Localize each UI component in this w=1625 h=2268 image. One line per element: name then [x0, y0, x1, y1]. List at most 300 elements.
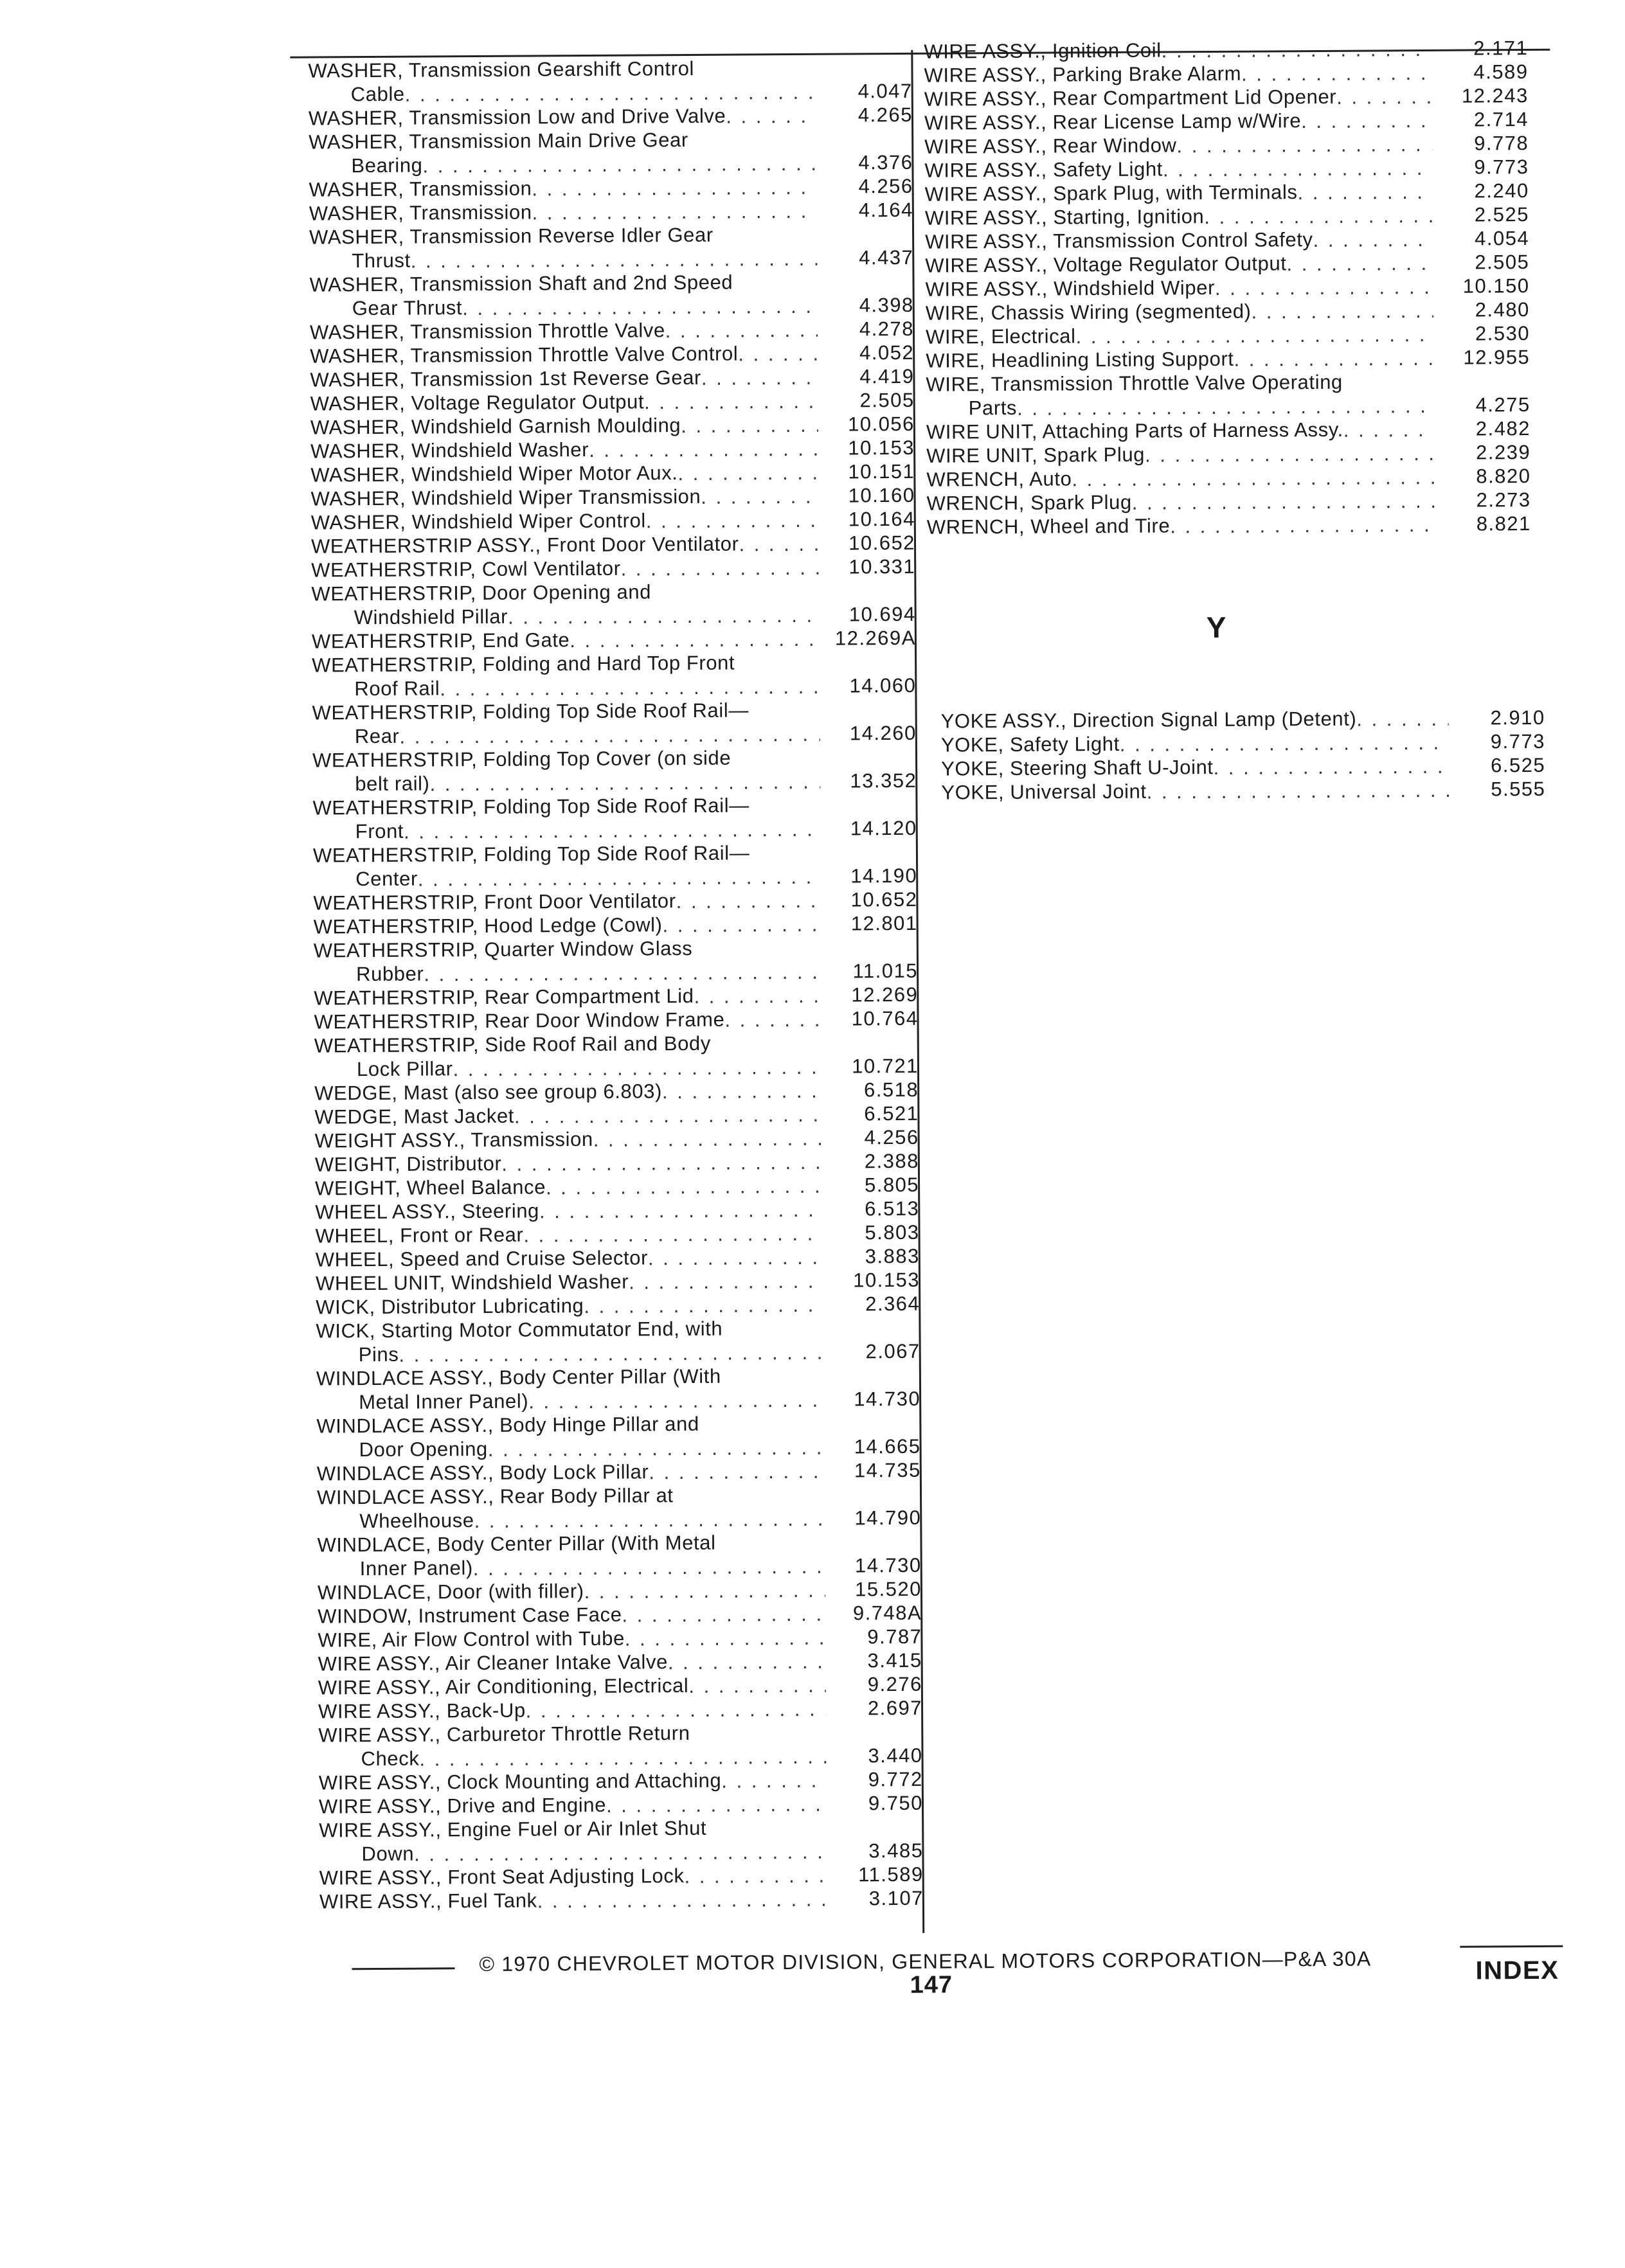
entry-text-line: WINDLACE ASSY., Body Center Pillar (With: [316, 1364, 721, 1390]
entry-description: [925, 203, 1433, 230]
entry-text-line: WASHER, Windshield Garnish Moulding . . .: [310, 414, 681, 439]
entry-description: [927, 488, 1435, 515]
entry-text-line: WEATHERSTRIP, Door Opening and: [311, 580, 652, 605]
entry-reference-number: 4.275: [1475, 393, 1531, 416]
entry-text-line: WEATHERSTRIP, Folding Top Side Roof Rail—: [312, 794, 750, 819]
index-entry: [313, 840, 917, 891]
index-entry: [315, 1125, 919, 1153]
entry-reference-number: 2.388: [864, 1149, 919, 1173]
index-entry: [314, 1078, 919, 1105]
entry-text-continuation: Thrust . . .: [352, 249, 411, 272]
entry-text-line: WIRE ASSY., Voltage Regulator Output . . .: [925, 252, 1286, 276]
entry-text-continuation: Roof Rail . . .: [354, 677, 440, 700]
entry-text-line: WEATHERSTRIP, End Gate . . .: [312, 629, 570, 652]
index-entry: [310, 317, 914, 344]
entry-reference-number: 5.555: [1491, 777, 1546, 801]
entry-description: [319, 1792, 827, 1819]
entry-text-line: YOKE, Steering Shaft U-Joint . . .: [941, 756, 1214, 780]
index-entry: [317, 1482, 921, 1533]
entry-text-line: WEDGE, Mast Jacket . . .: [314, 1105, 514, 1129]
index-entry: [310, 341, 914, 368]
index-entry: [315, 1197, 919, 1224]
index-entry: [314, 1030, 919, 1082]
entry-reference-number: 13.352: [850, 769, 917, 792]
index-entry: [925, 202, 1529, 230]
entry-text-line: WASHER, Transmission Shaft and 2nd Speed: [309, 271, 733, 296]
entry-text-line: WASHER, Transmission 1st Reverse Gear . . .: [310, 366, 701, 391]
entry-text-line: WEATHERSTRIP, Cowl Ventilator . . .: [311, 557, 621, 582]
entry-description: [315, 1126, 823, 1153]
entry-text-line: WIRE ASSY., Front Seat Adjusting Lock . . .: [319, 1864, 685, 1889]
entry-description: [316, 1269, 823, 1296]
index-entry: [316, 1363, 920, 1415]
index-entry: [316, 1292, 920, 1319]
entry-reference-number: 12.269: [851, 983, 919, 1006]
entry-description: [319, 1863, 827, 1890]
index-entry: [317, 1530, 921, 1581]
entry-reference-number: 14.730: [854, 1553, 922, 1577]
entry-reference-number: 10.331: [848, 555, 916, 578]
entry-text-line: WIRE ASSY., Transmission Control Safety . . .: [925, 228, 1313, 253]
index-entry: [317, 1458, 921, 1486]
entry-description: [312, 746, 820, 796]
index-entry: [319, 1791, 923, 1819]
index-entry: [927, 512, 1531, 539]
entry-text-line: WIRE ASSY., Rear Compartment Lid Opener . . .: [924, 85, 1337, 111]
entry-text-line: WASHER, Transmission Throttle Valve . . .: [310, 319, 665, 343]
entry-description: [926, 298, 1433, 325]
entry-text-line: WIRE, Air Flow Control with Tube . . .: [318, 1627, 625, 1652]
entry-description: [318, 1649, 826, 1676]
index-entry: [315, 1149, 919, 1177]
entry-reference-number: 9.787: [867, 1625, 922, 1648]
entry-reference-number: 4.047: [857, 79, 913, 103]
section-letter-heading: Y: [1206, 610, 1226, 645]
left-column: [308, 55, 924, 1914]
index-entry: [926, 464, 1531, 492]
index-entry: [315, 1220, 919, 1248]
entry-reference-number: 4.278: [859, 317, 915, 341]
entry-reference-number: 4.265: [857, 103, 913, 127]
index-entry: [319, 1886, 924, 1914]
index-entry: [318, 1625, 922, 1652]
index-entry: [924, 155, 1529, 183]
entry-text-line: WIRE ASSY., Ignition Coil . . .: [924, 39, 1162, 62]
entry-description: [926, 441, 1434, 468]
entry-description: [924, 108, 1432, 135]
index-entry: [314, 1006, 918, 1034]
entry-text-continuation: Windshield Pillar . . .: [354, 605, 508, 629]
entry-text-line: WASHER, Transmission . . .: [309, 177, 532, 201]
entry-reference-number: 12.243: [1461, 84, 1529, 107]
entry-description: [927, 512, 1435, 539]
entry-text-line: WIRE ASSY., Fuel Tank . . .: [319, 1889, 537, 1913]
entry-reference-number: 11.589: [858, 1862, 924, 1886]
entry-description: [941, 730, 1449, 757]
index-entry: [941, 729, 1545, 757]
entry-description: [315, 1150, 823, 1177]
entry-description: [941, 754, 1449, 781]
entry-description: [925, 274, 1433, 301]
index-label: INDEX: [1475, 1956, 1559, 1985]
entry-text-line: WHEEL, Front or Rear . . .: [315, 1224, 523, 1247]
entry-text-line: WRENCH, Auto . . .: [926, 467, 1072, 490]
entry-text-continuation: Pins . . .: [359, 1343, 399, 1366]
entry-reference-number: 4.256: [858, 174, 913, 198]
entry-reference-number: 5.805: [864, 1173, 920, 1197]
entry-text-line: WIRE, Chassis Wiring (segmented) . . .: [926, 300, 1252, 325]
index-entry: [926, 369, 1530, 420]
entry-text-line: WRENCH, Spark Plug . . .: [927, 491, 1132, 515]
index-entry: [925, 179, 1529, 206]
entry-text-continuation: Rubber . . .: [356, 963, 424, 986]
entry-description: [319, 1768, 827, 1795]
entry-text-line: YOKE, Safety Light . . .: [941, 733, 1120, 756]
entry-description: [315, 1174, 823, 1201]
entry-reference-number: 2.525: [1474, 202, 1529, 226]
entry-text-line: WEATHERSTRIP, Front Door Ventilator . . .: [313, 889, 676, 914]
entry-reference-number: 6.518: [864, 1078, 919, 1102]
entry-text-continuation: Center . . .: [355, 868, 418, 891]
entry-reference-number: 10.153: [853, 1268, 920, 1292]
index-entry: [941, 753, 1545, 781]
entry-text-line: WASHER, Transmission Gearshift Control: [308, 57, 695, 82]
index-entry: [316, 1244, 920, 1272]
entry-reference-number: 2.240: [1474, 179, 1529, 202]
entry-text-line: WEIGHT, Distributor . . .: [315, 1152, 502, 1176]
entry-reference-number: 4.437: [859, 246, 914, 269]
entry-text-continuation: Metal Inner Panel) . . .: [359, 1390, 528, 1414]
entry-reference-number: 2.714: [1473, 108, 1529, 131]
entry-text-continuation: Bearing . . .: [351, 154, 422, 177]
entry-text-line: WIRE ASSY., Rear Window . . .: [924, 134, 1176, 157]
y-section-list: [941, 706, 1546, 805]
entry-description: [926, 417, 1434, 444]
index-entry: [924, 36, 1528, 64]
entry-text-continuation: Gear Thrust . . .: [352, 296, 463, 319]
entry-description: [314, 1031, 822, 1082]
entry-text-continuation: Door Opening . . .: [359, 1438, 487, 1461]
entry-description: [314, 936, 821, 987]
index-entry: [318, 1672, 922, 1700]
entry-reference-number: 10.151: [848, 460, 915, 483]
entry-reference-number: 3.485: [868, 1839, 924, 1862]
entry-reference-number: 9.750: [868, 1791, 924, 1815]
entry-text-line: WEATHERSTRIP, Folding and Hard Top Front: [312, 651, 735, 677]
index-entry: [318, 1601, 922, 1629]
entry-text-continuation: belt rail) . . .: [355, 772, 429, 795]
entry-reference-number: 6.525: [1490, 753, 1546, 777]
entry-description: [318, 1625, 825, 1652]
entry-text-continuation: Check . . .: [361, 1747, 419, 1771]
entry-description: [309, 222, 817, 273]
entry-text-line: WHEEL, Speed and Cruise Selector . . .: [316, 1246, 648, 1271]
index-entry: [312, 650, 916, 701]
index-entry: [310, 388, 915, 416]
entry-text-line: WIRE ASSY., Parking Brake Alarm . . .: [924, 62, 1241, 87]
entry-text-line: WEATHERSTRIP, Rear Compartment Lid . . .: [314, 985, 694, 1010]
entry-description: [313, 841, 821, 891]
entry-reference-number: 4.052: [859, 341, 915, 364]
entry-text-line: WICK, Distributor Lubricating . . .: [316, 1294, 584, 1319]
index-entry: [941, 706, 1545, 733]
entry-text-line: WIRE ASSY., Air Conditioning, Electrical . . .: [318, 1674, 689, 1699]
entry-description: [314, 1078, 822, 1105]
entry-description: [924, 60, 1432, 87]
entry-reference-number: 9.772: [868, 1767, 923, 1791]
entry-description: [316, 1292, 823, 1319]
entry-description: [941, 778, 1449, 805]
entry-reference-number: 14.735: [854, 1458, 921, 1482]
index-entry: [926, 321, 1530, 349]
entry-description: [319, 1887, 827, 1914]
entry-text-line: WEATHERSTRIP ASSY., Front Door Ventilator . . .: [311, 533, 739, 558]
entry-text-line: WIRE ASSY., Rear License Lamp w/Wire . . .: [924, 109, 1301, 134]
index-entry: [310, 436, 915, 463]
entry-description: [926, 322, 1433, 349]
entry-description: [317, 1459, 825, 1486]
entry-text-continuation: Lock Pillar . . .: [357, 1057, 453, 1080]
entry-description: [314, 912, 821, 939]
entry-reference-number: 10.694: [848, 602, 916, 626]
entry-text-line: WINDLACE, Body Center Pillar (With Metal: [317, 1531, 716, 1557]
index-entry: [927, 488, 1531, 515]
entry-text-line: YOKE ASSY., Direction Signal Lamp (Detent) . . .: [941, 708, 1357, 733]
entry-text-line: WIRE UNIT, Spark Plug . . .: [926, 443, 1145, 467]
entry-description: [311, 508, 819, 535]
entry-reference-number: 4.256: [864, 1125, 919, 1149]
page-number: 147: [910, 1971, 953, 1999]
entry-text-continuation: Rear . . .: [355, 725, 400, 747]
entry-text-line: WASHER, Voltage Regulator Output . . .: [310, 390, 645, 415]
entry-reference-number: 9.773: [1474, 156, 1529, 179]
index-entry: [925, 226, 1529, 254]
entry-reference-number: 2.505: [859, 388, 915, 412]
entry-text-line: WHEEL UNIT, Windshield Washer . . .: [316, 1271, 629, 1295]
entry-text-line: WIRE UNIT, Attaching Parts of Harness Assy. . . .: [926, 418, 1343, 443]
entry-reference-number: 3.440: [868, 1744, 923, 1767]
entry-text-line: WIRE ASSY., Spark Plug, with Terminals . . .: [925, 181, 1298, 206]
entry-reference-number: 2.171: [1473, 37, 1529, 60]
entry-text-line: WEATHERSTRIP, Side Roof Rail and Body: [314, 1031, 712, 1057]
index-entry: [924, 107, 1529, 135]
index-entry: [318, 1720, 922, 1771]
entry-description: [311, 555, 819, 582]
index-entry: [319, 1862, 924, 1890]
entry-description: [314, 1007, 821, 1034]
entry-reference-number: 4.164: [858, 198, 913, 222]
entry-text-line: WINDLACE ASSY., Body Lock Pillar . . .: [317, 1460, 649, 1485]
entry-reference-number: 12.955: [1463, 345, 1531, 369]
entry-reference-number: 10.056: [847, 412, 915, 436]
index-entry: [309, 222, 913, 273]
entry-reference-number: 8.820: [1476, 464, 1531, 488]
entry-text-line: WEATHERSTRIP, Quarter Window Glass: [313, 936, 693, 962]
entry-reference-number: 4.376: [858, 150, 913, 174]
index-entry: [311, 555, 915, 582]
entry-reference-number: 9.773: [1490, 729, 1546, 753]
entry-text-line: WHEEL ASSY., Steering . . .: [315, 1199, 539, 1223]
entry-text-line: WEATHERSTRIP, Folding Top Side Roof Rail—: [312, 841, 750, 867]
entry-reference-number: 2.273: [1476, 488, 1531, 512]
entry-text-continuation: Parts . . .: [969, 397, 1018, 419]
entry-text-line: WIRE ASSY., Air Cleaner Intake Valve . . .: [318, 1650, 668, 1675]
index-entry: [924, 60, 1528, 87]
entry-text-line: WINDOW, Instrument Case Face . . .: [318, 1603, 622, 1628]
index-entry: [926, 345, 1530, 373]
entry-reference-number: 2.482: [1475, 416, 1531, 440]
entry-description: [925, 251, 1433, 278]
index-entry: [312, 697, 916, 749]
entry-reference-number: 14.790: [854, 1506, 922, 1530]
index-entry: [941, 777, 1545, 805]
index-entry: [318, 1696, 922, 1724]
entry-text-line: WASHER, Windshield Washer . . .: [310, 438, 589, 463]
entry-description: [311, 579, 819, 630]
entry-description: [315, 1221, 823, 1248]
entry-reference-number: 12.801: [850, 911, 918, 935]
entry-description: [312, 698, 820, 749]
index-entry: [311, 578, 915, 630]
entry-text-line: WEATHERSTRIP, Rear Door Window Frame . . .: [314, 1008, 724, 1033]
index-entry: [924, 84, 1529, 111]
entry-text-line: WIRE ASSY., Drive and Engine . . .: [319, 1794, 606, 1818]
entry-text-line: WICK, Starting Motor Commutator End, with: [316, 1317, 723, 1343]
entry-reference-number: 9.276: [867, 1672, 922, 1696]
index-entry: [310, 483, 915, 511]
entry-description: [316, 1245, 823, 1272]
entry-reference-number: 2.067: [865, 1339, 920, 1363]
entry-reference-number: 2.505: [1475, 250, 1530, 274]
index-entry: [316, 1268, 920, 1296]
entry-reference-number: 2.530: [1475, 321, 1531, 345]
entry-description: [309, 127, 816, 178]
index-entry: [308, 55, 912, 107]
entry-reference-number: 2.910: [1490, 706, 1545, 729]
entry-reference-number: 8.821: [1476, 512, 1531, 535]
entry-text-line: WIRE ASSY., Clock Mounting and Attaching . . .: [319, 1769, 722, 1794]
entry-text-line: WEATHERSTRIP, Folding Top Cover (on side: [312, 746, 732, 772]
entry-text-line: WEIGHT ASSY., Transmission . . .: [315, 1128, 593, 1152]
entry-text-line: WIRE, Electrical . . .: [926, 325, 1076, 348]
index-entry: [926, 298, 1530, 325]
entry-text-line: WASHER, Transmission Low and Drive Valve . . .: [309, 105, 726, 130]
right-column: [924, 36, 1531, 539]
entry-reference-number: 4.419: [859, 364, 915, 388]
entry-text-continuation: Inner Panel) . . .: [360, 1557, 473, 1580]
index-entry: [309, 127, 913, 178]
entry-reference-number: 4.398: [859, 293, 914, 317]
index-entry: [319, 1767, 923, 1795]
entry-reference-number: 2.480: [1475, 298, 1530, 321]
index-entry: [926, 440, 1531, 468]
entry-description: [312, 650, 820, 701]
entry-description: [924, 84, 1432, 111]
entry-reference-number: 10.160: [848, 483, 915, 507]
entry-description: [924, 132, 1432, 159]
entry-reference-number: 10.721: [852, 1054, 919, 1078]
entry-reference-number: 5.803: [865, 1220, 920, 1244]
index-entry: [925, 274, 1529, 301]
index-entry: [312, 626, 916, 654]
entry-text-continuation: Cable . . .: [351, 83, 405, 106]
entry-text-line: WIRE, Transmission Throttle Valve Operating: [926, 370, 1343, 396]
index-entry: [314, 911, 918, 939]
index-entry: [309, 198, 913, 226]
entry-description: [312, 793, 820, 844]
index-entry: [311, 531, 915, 558]
entry-description: [316, 1411, 824, 1462]
entry-reference-number: 14.120: [850, 816, 917, 840]
entry-reference-number: 14.190: [850, 864, 918, 888]
entry-reference-number: 3.415: [867, 1648, 922, 1672]
entry-description: [317, 1483, 825, 1533]
entry-description: [317, 1530, 825, 1581]
entry-description: [925, 179, 1433, 206]
entry-description: [319, 1816, 827, 1866]
index-entry: [926, 416, 1531, 444]
entry-description: [309, 199, 817, 226]
index-entry: [318, 1577, 922, 1605]
entry-description: [926, 370, 1433, 420]
entry-description: [941, 706, 1449, 733]
entry-reference-number: 2.239: [1475, 440, 1531, 464]
footer-rule-left: [352, 1967, 455, 1970]
entry-description: [309, 175, 817, 202]
entry-text-line: YOKE, Universal Joint . . .: [941, 780, 1146, 804]
entry-description: [314, 983, 821, 1010]
entry-reference-number: 9.778: [1474, 132, 1529, 155]
index-entry: [314, 935, 918, 987]
copyright-notice: © 1970 CHEVROLET MOTOR DIVISION, GENERAL MOTORS CORPORATION—P&A 30A: [479, 1947, 1372, 1976]
entry-description: [310, 484, 818, 511]
index-entry: [312, 745, 917, 796]
entry-text-continuation: Wheelhouse . . .: [359, 1509, 474, 1532]
index-entry: [318, 1648, 922, 1676]
entry-reference-number: 10.652: [848, 531, 916, 555]
entry-description: [318, 1673, 826, 1700]
entry-description: [308, 56, 816, 107]
index-entry: [311, 507, 915, 535]
entry-text-line: WASHER, Transmission Main Drive Gear: [309, 128, 688, 154]
entry-reference-number: 10.153: [848, 436, 915, 460]
entry-reference-number: 10.150: [1462, 274, 1530, 298]
entry-text-line: WIRE ASSY., Back-Up . . .: [318, 1699, 526, 1723]
entry-description: [310, 389, 818, 416]
entry-text-line: WIRE ASSY., Starting, Ignition . . .: [925, 205, 1205, 229]
entry-text-line: WEIGHT, Wheel Balance . . .: [315, 1175, 546, 1199]
index-entry: [313, 888, 917, 915]
entry-text-line: WASHER, Transmission . . .: [309, 201, 532, 224]
entry-reference-number: 10.652: [850, 888, 918, 911]
entry-text-line: WIRE ASSY., Engine Fuel or Air Inlet Shut: [319, 1816, 707, 1842]
entry-text-line: WINDLACE ASSY., Rear Body Pillar at: [316, 1484, 674, 1509]
entry-text-line: WRENCH, Wheel and Tire . . .: [927, 514, 1171, 538]
entry-reference-number: 4.054: [1474, 226, 1530, 250]
entry-reference-number: 2.364: [865, 1292, 920, 1316]
index-entry: [314, 983, 918, 1010]
entry-description: [310, 341, 818, 368]
index-entry: [310, 364, 914, 392]
entry-text-line: WIRE ASSY., Carburetor Throttle Return: [318, 1722, 690, 1747]
entry-text-line: WASHER, Windshield Wiper Control . . .: [311, 509, 646, 533]
index-entry: [924, 131, 1529, 159]
entry-description: [318, 1578, 825, 1605]
entry-text-line: WASHER, Transmission Throttle Valve Control . . .: [310, 343, 738, 368]
entry-text-line: WINDLACE ASSY., Body Hinge Pillar and: [316, 1412, 699, 1438]
entry-description: [309, 270, 817, 321]
entry-description: [924, 156, 1432, 183]
